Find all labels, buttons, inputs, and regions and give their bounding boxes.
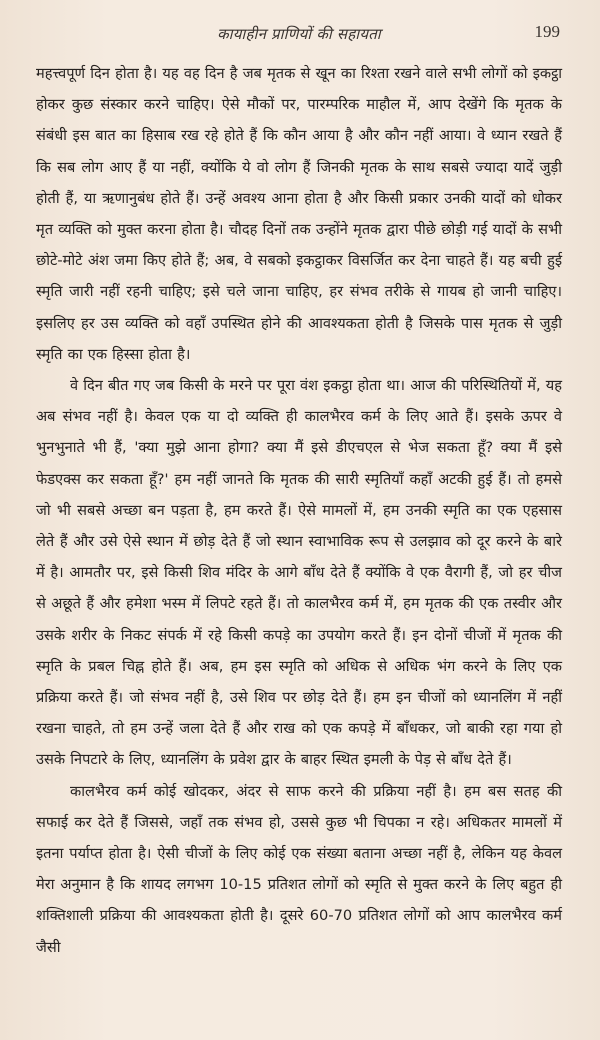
- page-number: 199: [534, 22, 560, 41]
- paragraph-2: वे दिन बीत गए जब किसी के मरने पर पूरा वंश इकट्ठा होता था। आज की परिस्थितियों में, यह अब संभव नहीं है। केवल एक या दो व्यक्ति ही कालभैरव कर्म के लिए आते हैं। इसके ऊपर वे भुनभुनाते भी हैं, 'क्या मुझे आना होगा? क्या मैं इसे डीएचएल से भेज सकता हूँ? क्या मैं इसे फेडएक्स कर सकता हूँ?' हम नहीं जानते कि मृतक की सारी स्मृतियाँ कहाँ अटकी हुई हैं। तो हमसे जो भी सबसे अच्छा बन पड़ता है, हम करते हैं। ऐसे मामलों में, हम उनकी स्मृति का एक एहसास लेते हैं और उसे ऐसे स्थान में छोड़ देते हैं जो स्थान स्वाभाविक रूप से उलझाव को दूर करने के बारे में है। आमतौर पर, इसे किसी शिव मंदिर के आगे बाँध देते हैं क्योंकि वे एक वैरागी हैं, जो हर चीज से अछूते हैं और हमेशा भस्म में लिपटे रहते हैं। तो कालभैरव कर्म में, हम मृतक की एक तस्वीर और उसके शरीर के निकट संपर्क में रहे किसी कपड़े का उपयोग करते हैं। इन दोनों चीजों में मृतक की स्मृति के प्रबल चिह्न होते हैं। अब, हम इस स्मृति को अधिक से अधिक भंग करने के लिए एक प्रक्रिया करते हैं। जो संभव नहीं है, उसे शिव पर छोड़ देते हैं। हम इन चीजों को ध्यानलिंग में नहीं रखना चाहते, तो हम उन्हें जला देते हैं और राख को एक कपड़े में बाँधकर, जो बाकी रहा गया हो उसके निपटारे के लिए, ध्यानलिंग के प्रवेश द्वार के बाहर स्थित इमली के पेड़ से बाँध देते हैं।: [36, 377, 562, 769]
- paragraph-3: कालभैरव कर्म कोई खोदकर, अंदर से साफ करने की प्रक्रिया नहीं है। हम बस सतह की सफाई कर देते हैं जिससे, जहाँ तक संभव हो, उससे कुछ भी चिपका न रहे। अधिकतर मामलों में इतना पर्याप्त होता है। ऐसी चीजों के लिए कोई एक संख्या बताना अच्छा नहीं है, लेकिन यह केवल मेरा अनुमान है कि शायद लगभग 10-15 प्रतिशत लोगों को स्मृति से मुक्त करने के लिए बहुत ही शक्तिशाली प्रक्रिया की आवश्यकता होती है। दूसरे 60-70 प्रतिशत लोगों को आप कालभैरव कर्म जैसी: [36, 782, 562, 956]
- paragraph-1: महत्त्वपूर्ण दिन होता है। यह वह दिन है जब मृतक से खून का रिश्ता रखने वाले सभी लोगों को इकट्ठा होकर कुछ संस्कार करने चाहिए। ऐसे मौकों पर, पारम्परिक माहौल में, आप देखेंगे कि मृतक के संबंधी इस बात का हिसाब रख रहे होते हैं कि कौन आया है और कौन नहीं आया। वे ध्यान रखते हैं कि सब लोग आए हैं या नहीं, क्योंकि ये वो लोग हैं जिनकी मृतक के साथ सबसे ज्यादा यादें जुड़ी होती हैं, या ऋणानुबंध होते हैं। उन्हें अवश्य आना होता है और किसी प्रकार उनकी यादों को धोकर मृत व्यक्ति को मुक्त करना होता है। चौदह दिनों तक उन्होंने मृतक द्वारा पीछे छोड़ी गई यादों के सभी छोटे-मोटे अंश जमा किए होते हैं; अब, वे सबको इकट्ठाकर विसर्जित कर देना चाहते हैं। यह बची हुई स्मृति जारी नहीं रहनी चाहिए; इसे चले जाना चाहिए, हर संभव तरीके से गायब हो जानी चाहिए। इसलिए हर उस व्यक्ति को वहाँ उपस्थित होने की आवश्यकता होती है जिसके पास मृतक से जुड़ी स्मृति का एक हिस्सा होता है।: [36, 65, 562, 363]
- running-header: [36, 0, 562, 58]
- body-text: [36, 58, 562, 963]
- chapter-running-title: कायाहीन प्राणियों की सहायता: [217, 25, 381, 43]
